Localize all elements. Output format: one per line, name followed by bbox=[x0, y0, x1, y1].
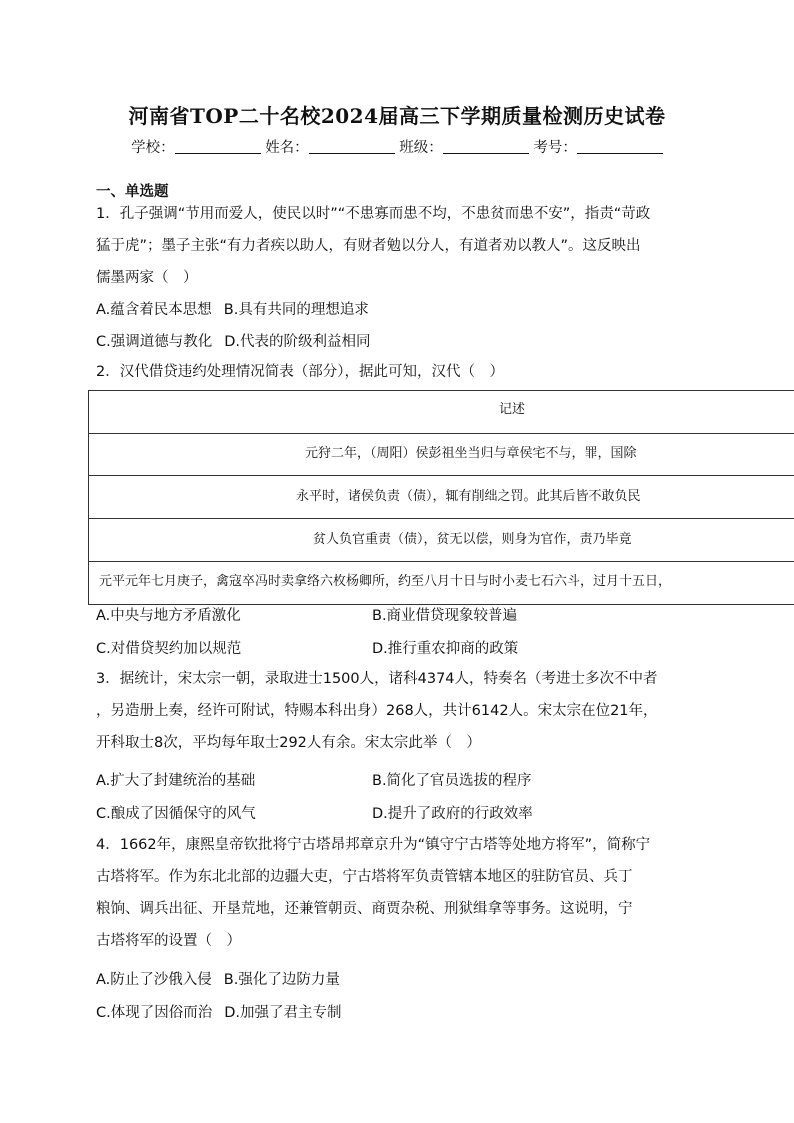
table-row bbox=[89, 476, 794, 519]
q1-option-d[interactable]: D.代表的阶级利益相同 bbox=[224, 334, 371, 350]
q1-option-a[interactable]: A.蕴含着民本思想 bbox=[96, 302, 212, 318]
table-row bbox=[89, 433, 794, 476]
name-label: 姓名： bbox=[265, 140, 309, 156]
q1-line-2: 猛于虎”；墨子主张“有力者疾以助人，有财者勉以分人，有道者劝以教人”。这反映出 bbox=[96, 238, 641, 254]
q1-options-row-2 bbox=[96, 330, 371, 351]
number-blank[interactable] bbox=[577, 138, 663, 154]
q4-options-row-2 bbox=[96, 1001, 342, 1022]
q1-option-b[interactable]: B.具有共同的理想追求 bbox=[223, 302, 369, 318]
q1-option-c[interactable]: C.强调道德与教化 bbox=[96, 334, 213, 350]
q4-option-d[interactable]: D.加强了君主专制 bbox=[224, 1005, 342, 1021]
class-label: 班级： bbox=[399, 140, 443, 156]
q4-options-row-1 bbox=[96, 968, 340, 989]
q3-line-3: 开科取士8次，平均每年取士292人有余。宋太宗此举（ ） bbox=[96, 735, 481, 751]
question-1 bbox=[96, 198, 706, 294]
q2-stem: 2．汉代借贷违约处理情况简表（部分），据此可知，汉代（ ） bbox=[96, 364, 504, 380]
class-blank[interactable] bbox=[443, 138, 529, 154]
table-cell: 贫人负官重责（债），贫无以偿，则身为官作，责乃毕竟 bbox=[313, 532, 632, 547]
table-cell: 元平元年七月庚子，禽寇卒冯时卖拿络六枚杨卿所，约至八月十日与时小麦七石六斗，过月十五日， bbox=[99, 574, 672, 589]
exam-title: 河南省TOP二十名校2024届高三下学期质量检测历史试卷 bbox=[128, 104, 666, 128]
table-row bbox=[89, 519, 794, 562]
question-4 bbox=[96, 829, 706, 957]
q3-line-1: 3．据统计，宋太宗一朝，录取进士1500人，诸科4374人，特奏名（考进士多次不中者 bbox=[96, 671, 658, 687]
number-label: 考号： bbox=[533, 140, 577, 156]
q4-option-c[interactable]: C.体现了因俗而治 bbox=[96, 1005, 213, 1021]
q4-line-2: 古塔将军。作为东北北部的边疆大吏，宁古塔将军负责管辖本地区的驻防官员、兵丁 bbox=[96, 869, 633, 885]
q2-option-a[interactable]: A.中央与地方矛盾激化 bbox=[96, 608, 241, 624]
student-info-line bbox=[0, 136, 794, 157]
q2-option-d[interactable]: D.推行重农抑商的政策 bbox=[372, 641, 519, 657]
q4-line-3: 粮饷、调兵出征、开垦荒地，还兼管朝贡、商贾杂税、刑狱缉拿等事务。这说明，宁 bbox=[96, 901, 633, 917]
q3-line-2: ，另造册上奏，经许可附试，特赐本科出身）268人，共计6142人。宋太宗在位21年， bbox=[96, 703, 658, 719]
q3-option-b[interactable]: B.简化了官员选拔的程序 bbox=[372, 773, 532, 789]
table-header-row bbox=[89, 391, 794, 434]
q1-line-1: 1．孔子强调“节用而爱人，使民以时”“不患寡而患不均，不患贫而患不安”，指责“苛政 bbox=[96, 206, 651, 222]
q4-line-4: 古塔将军的设置（ ） bbox=[96, 933, 241, 949]
q1-line-3: 儒墨两家（ ） bbox=[96, 270, 198, 286]
q1-options-row-1 bbox=[96, 298, 369, 319]
section-heading: 一、单选题 bbox=[96, 184, 169, 200]
name-blank[interactable] bbox=[309, 138, 395, 154]
q2-option-b[interactable]: B.商业借贷现象较普遍 bbox=[372, 608, 518, 624]
q2-option-c[interactable]: C.对借贷契约加以规范 bbox=[96, 641, 242, 657]
table-row bbox=[89, 561, 794, 603]
q3-option-c[interactable]: C.酿成了因循保守的风气 bbox=[96, 806, 256, 822]
school-blank[interactable] bbox=[175, 138, 261, 154]
q3-option-a[interactable]: A.扩大了封建统治的基础 bbox=[96, 773, 256, 789]
table-cell: 永平时，诸侯负责（债），辄有削绌之罚。此其后皆不敢负民 bbox=[296, 489, 641, 504]
question-3 bbox=[96, 663, 706, 759]
q3-option-d[interactable]: D.提升了政府的行政效率 bbox=[372, 806, 533, 822]
table-cell: 元狩二年，（周阳）侯彭祖坐当归与章侯宅不与，罪，国除 bbox=[305, 446, 637, 461]
school-label: 学校： bbox=[131, 140, 175, 156]
q4-line-1: 4．1662年，康熙皇帝钦批将宁古塔昂邦章京升为“镇守宁古塔等处地方将军”，简称宁 bbox=[96, 837, 651, 853]
q4-option-a[interactable]: A.防止了沙俄入侵 bbox=[96, 972, 212, 988]
table-header-cell: 记述 bbox=[499, 402, 526, 417]
q4-option-b[interactable]: B.强化了边防力量 bbox=[223, 972, 340, 988]
loan-default-table bbox=[88, 390, 794, 605]
